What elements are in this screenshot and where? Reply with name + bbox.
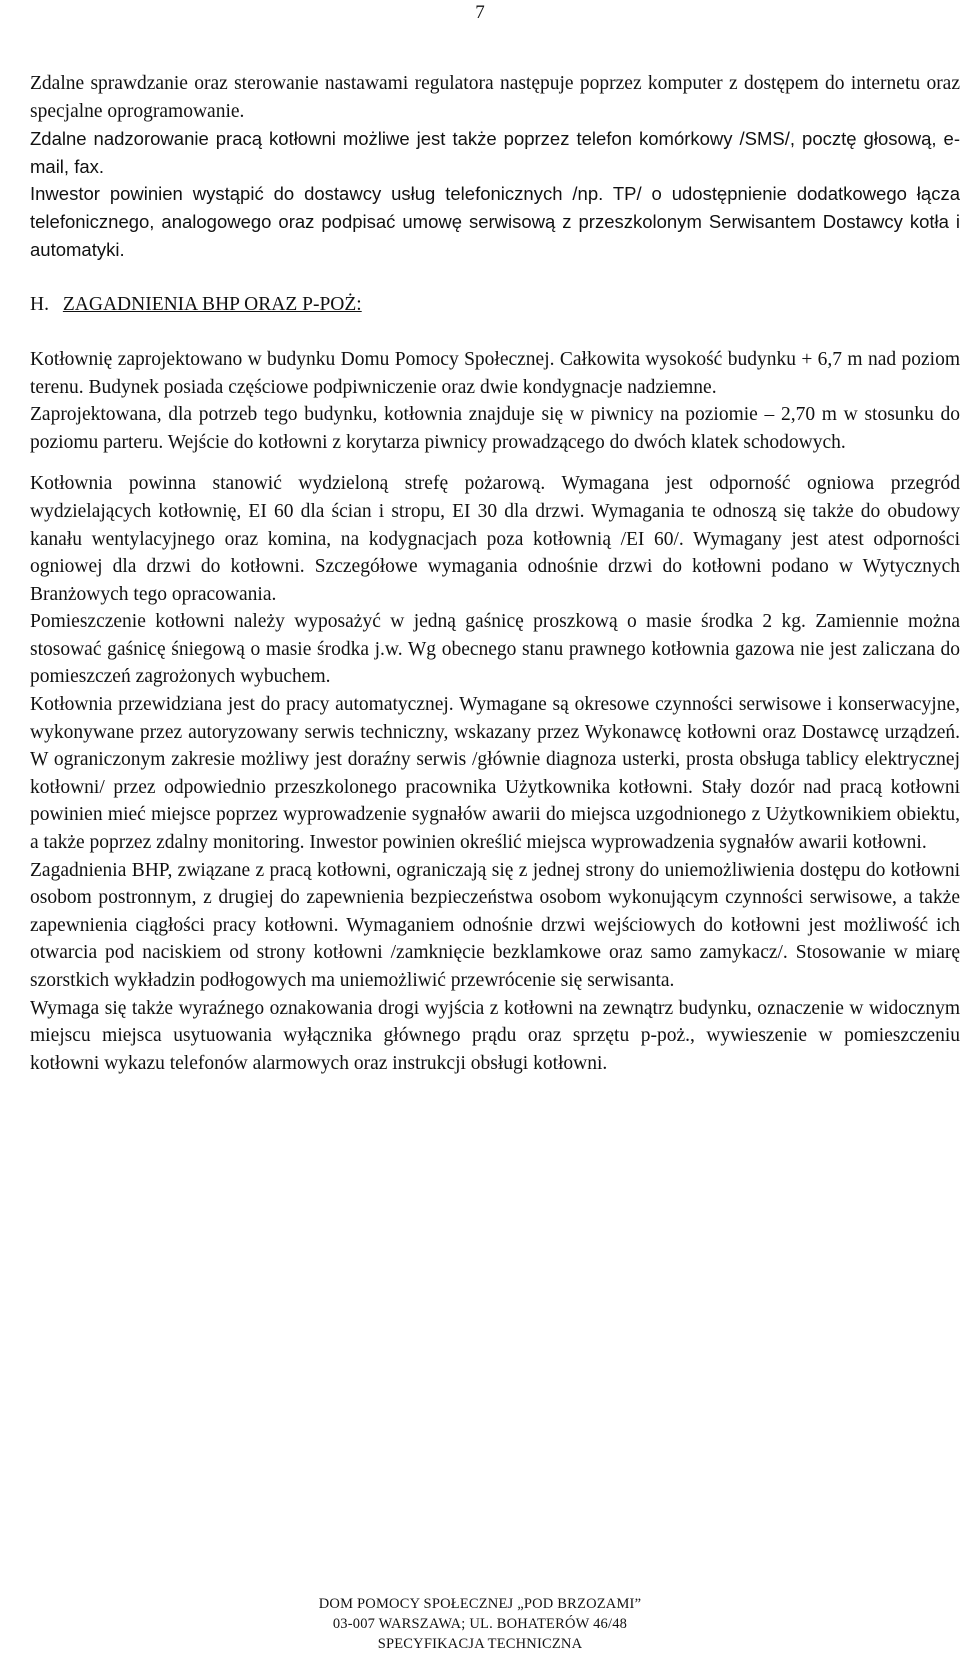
body-paragraph-boiler-room-location: Zaprojektowana, dla potrzeb tego budynku, kotłownia znajduje się w piwnicy na poziomie – 2,70 m w stosunku do poziomu parteru. Wejście do kotłowni z korytarza piwnicy prowadzącego do dwóch klatek schodowych. [30,404,960,453]
spacer [30,456,960,470]
body-paragraph-fire-zone: Kotłownia powinna stanowić wydzieloną strefę pożarową. Wymagana jest odporność ogniowa przegród wydzielających kotłownię, EI 60 dla ścian i stropu, EI 30 dla drzwi. Wymagania te odnoszą się także do obudowy kanału wentylacyjnego oraz komina, na kodygnacjach poza kotłownią /EI 60/. Wymagany jest atest odporności ogniowej dla drzwi do kotłowni. Szczegółowe wymagania odnośnie drzwi do kotłowni podano w Wytycznych Branżowych tego opracowania. [30,473,960,605]
page-number: 7 [475,2,485,23]
body-paragraph-bhp: Zagadnienia BHP, związane z pracą kotłowni, ograniczają się z jednej strony do uniemożliwienia dostępu do kotłowni osobom postronnym, z drugiej do zapewnienia bezpieczeństwa osobom wykonującym czynności serwisowe, a także zapewnienia ciągłości pracy kotłowni. Wymaganiem odnośnie drzwi wejściowych do kotłowni jest możliwość ich otwarcia pod naciskiem od strony kotłowni /zamknięcie bezklamkowe oraz samo zamykacz/. Stosowanie w miarę szorstkich wykładzin podłogowych ma uniemożliwić przewrócenie się serwisanta. [30,859,960,991]
footer-document-type: SPECYFIKACJA TECHNICZNA [377,1636,583,1652]
section-heading [30,291,960,319]
footer-address: 03-007 WARSZAWA; UL. BOHATERÓW 46/48 [332,1616,628,1632]
document-body [30,70,960,1077]
body-paragraph-exit-marking: Wymaga się także wyraźnego oznakowania drogi wyjścia z kotłowni na zewnątrz budynku, oznaczenie w widocznym miejscu miejsca usytuowania wyłącznika głównego prądu oraz sprzętu p-poż., wywieszenie w pomieszczeniu kotłowni wykazu telefonów alarmowych oraz instrukcji obsługi kotłowni. [30,997,960,1074]
body-paragraph-extinguisher: Pomieszczenie kotłowni należy wyposażyć w jedną gaśnicę proszkową o masie środka 2 kg. Zamiennie można stosować gaśnicę śniegową o masie środka j.w. Wg obecnego stanu prawnego kotłownia gazowa nie jest zaliczana do pomieszczeń zagrożonych wybuchem. [30,611,960,688]
body-paragraph-automatic-operation: Kotłownia przewidziana jest do pracy automatycznej. Wymagane są okresowe czynności serwisowe i konserwacyjne, wykonywane przez autoryzowany serwis techniczny, wskazany przez Wykonawcę kotłowni oraz Dostawcę urządzeń. W ograniczonym zakresie możliwy jest doraźny serwis /głównie diagnoza usterki, prosta obsługa tablicy elektrycznej kotłowni/ przez odpowiednio przeszkolonego pracownika Użytkownika kotłowni. Stały dozór nad pracą kotłowni powinien mieć miejsce poprzez wyprowadzenie sygnałów awarii do miejsca uzgodnionego z Użytkownikiem obiektu, a także poprzez zdalny monitoring. Inwestor powinien określić miejsca wyprowadzenia sygnałów awarii kotłowni. [30,694,960,854]
spacer [30,263,960,291]
section-title: ZAGADNIENIA BHP ORAZ P-POŻ: [62,293,362,315]
intro-paragraph-remote-supervision: Zdalne nadzorowanie pracą kotłowni możliwe jest także poprzez telefon komórkowy /SMS/, pocztę głosową, e-mail, fax. [30,128,960,177]
intro-paragraph-investor: Inwestor powinien wystąpić do dostawcy usług telefonicznych /np. TP/ o udostępnienie dodatkowego łącza telefonicznego, analogowego oraz podpisać umowę serwisową z przeszkolonym Serwisantem Dostawcy kotła i automatyki. [30,183,960,260]
page-footer [0,1594,960,1654]
spacer [30,318,960,346]
footer-institution: DOM POMOCY SPOŁECZNEJ „POD BRZOZAMI” [318,1596,642,1612]
intro-paragraph-remote-control: Zdalne sprawdzanie oraz sterowanie nastawami regulatora następuje poprzez komputer z dostępem do internetu oraz specjalne oprogramowanie. [30,73,960,122]
body-paragraph-building: Kotłownię zaprojektowano w budynku Domu Pomocy Społecznej. Całkowita wysokość budynku + 6,7 m nad poziom terenu. Budynek posiada częściowe podpiwniczenie oraz dwie kondygnacje nadziemne. [30,348,960,398]
section-number: H. [30,293,49,315]
